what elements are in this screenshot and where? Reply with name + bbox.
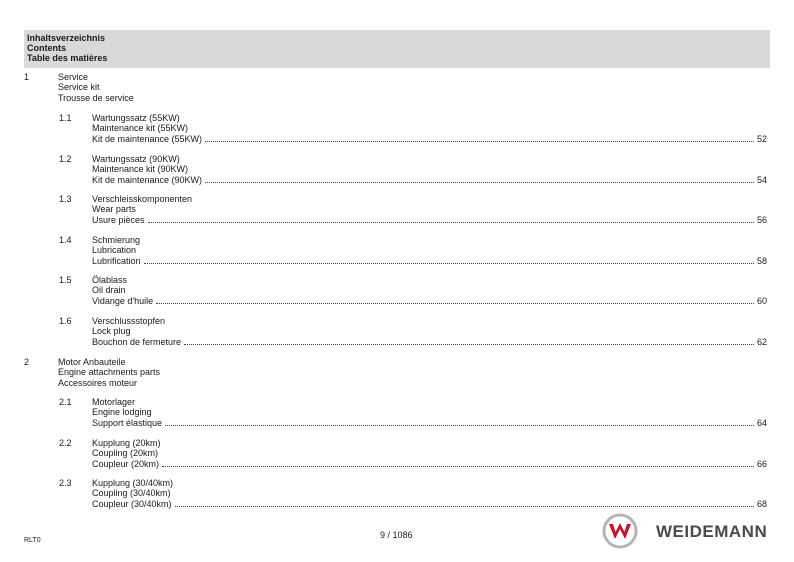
page-number[interactable]: 54 xyxy=(756,175,767,185)
section-title-en: Coupling (30/40km) xyxy=(92,488,171,498)
chapter-title-fr: Trousse de service xyxy=(58,93,134,103)
chapter-title-en: Engine attachments parts xyxy=(58,367,161,377)
section-number: 2.1 xyxy=(59,397,72,407)
chapter-title-en: Service kit xyxy=(58,82,100,92)
section-number: 1.5 xyxy=(59,275,72,285)
section-number: 1.2 xyxy=(59,154,72,164)
page-number[interactable]: 62 xyxy=(756,337,767,347)
brand-wordmark: WEIDEMANN xyxy=(656,522,768,541)
section-number: 1.6 xyxy=(59,316,72,326)
chapter-title-fr: Accessoires moteur xyxy=(58,378,138,388)
section-title-fr: Vidange d'huile xyxy=(92,296,154,306)
section-title-en: Wear parts xyxy=(92,204,136,214)
dot-leader xyxy=(165,424,754,426)
section-title-de: Wartungssatz (55KW) xyxy=(92,113,180,123)
toc-title-en: Contents xyxy=(27,43,66,53)
section-title-en: Maintenance kit (90KW) xyxy=(92,164,189,174)
page-number[interactable]: 52 xyxy=(756,134,767,144)
section-title-en: Oil drain xyxy=(92,285,126,295)
section-title-de: Verschlussstopfen xyxy=(92,316,166,326)
chapter-number: 2 xyxy=(24,357,30,367)
weidemann-w-logo-icon xyxy=(602,513,638,549)
chapter-number: 1 xyxy=(24,72,30,82)
dot-leader xyxy=(205,181,754,183)
section-title-de: Schmierung xyxy=(92,235,141,245)
section-title-de: Ölablass xyxy=(92,275,128,285)
dot-leader xyxy=(148,221,754,223)
document-code: RLT0 xyxy=(24,537,41,544)
section-number: 2.3 xyxy=(59,478,72,488)
section-title-fr: Usure pièces xyxy=(92,215,145,225)
page-number[interactable]: 60 xyxy=(756,296,767,306)
page-indicator: 9 / 1086 xyxy=(380,530,413,540)
page-number[interactable]: 64 xyxy=(756,418,767,428)
section-leader-row xyxy=(92,499,767,509)
weidemann-logo xyxy=(602,513,782,549)
section-number: 1.1 xyxy=(59,113,72,123)
section-title-fr: Kit de maintenance (90KW) xyxy=(92,175,203,185)
section-title-fr: Coupleur (20km) xyxy=(92,459,160,469)
chapter-title-de: Service xyxy=(58,72,89,82)
section-title-fr: Support élastique xyxy=(92,418,163,428)
toc-title-de: Inhaltsverzeichnis xyxy=(27,33,106,43)
page-number[interactable]: 68 xyxy=(756,499,767,509)
page-number[interactable]: 56 xyxy=(756,215,767,225)
section-title-de: Verschleisskomponenten xyxy=(92,194,193,204)
section-title-de: Motorlager xyxy=(92,397,136,407)
section-leader-row xyxy=(92,134,767,144)
section-title-en: Engine lodging xyxy=(92,407,152,417)
section-number: 1.4 xyxy=(59,235,72,245)
section-title-en: Maintenance kit (55KW) xyxy=(92,123,189,133)
section-leader-row xyxy=(92,256,767,266)
section-leader-row xyxy=(92,337,767,347)
section-title-en: Lubrication xyxy=(92,245,137,255)
dot-leader xyxy=(162,465,754,467)
dot-leader xyxy=(144,262,754,264)
section-title-en: Coupling (20km) xyxy=(92,448,159,458)
section-leader-row xyxy=(92,175,767,185)
section-title-de: Wartungssatz (90KW) xyxy=(92,154,180,164)
dot-leader xyxy=(175,505,754,507)
section-title-fr: Bouchon de fermeture xyxy=(92,337,182,347)
chapter-title-de: Motor Anbauteile xyxy=(58,357,126,367)
page-number[interactable]: 58 xyxy=(756,256,767,266)
section-leader-row xyxy=(92,296,767,306)
section-number: 1.3 xyxy=(59,194,72,204)
section-title-de: Kupplung (20km) xyxy=(92,438,161,448)
page-number[interactable]: 66 xyxy=(756,459,767,469)
toc-title-fr: Table des matières xyxy=(27,53,108,63)
section-title-fr: Kit de maintenance (55KW) xyxy=(92,134,203,144)
dot-leader xyxy=(205,140,754,142)
section-title-de: Kupplung (30/40km) xyxy=(92,478,174,488)
section-leader-row xyxy=(92,215,767,225)
section-leader-row xyxy=(92,418,767,428)
section-leader-row xyxy=(92,459,767,469)
section-number: 2.2 xyxy=(59,438,72,448)
section-title-en: Lock plug xyxy=(92,326,131,336)
section-title-fr: Lubrification xyxy=(92,256,141,266)
section-title-fr: Coupleur (30/40km) xyxy=(92,499,172,509)
dot-leader xyxy=(156,302,754,304)
dot-leader xyxy=(184,343,754,345)
